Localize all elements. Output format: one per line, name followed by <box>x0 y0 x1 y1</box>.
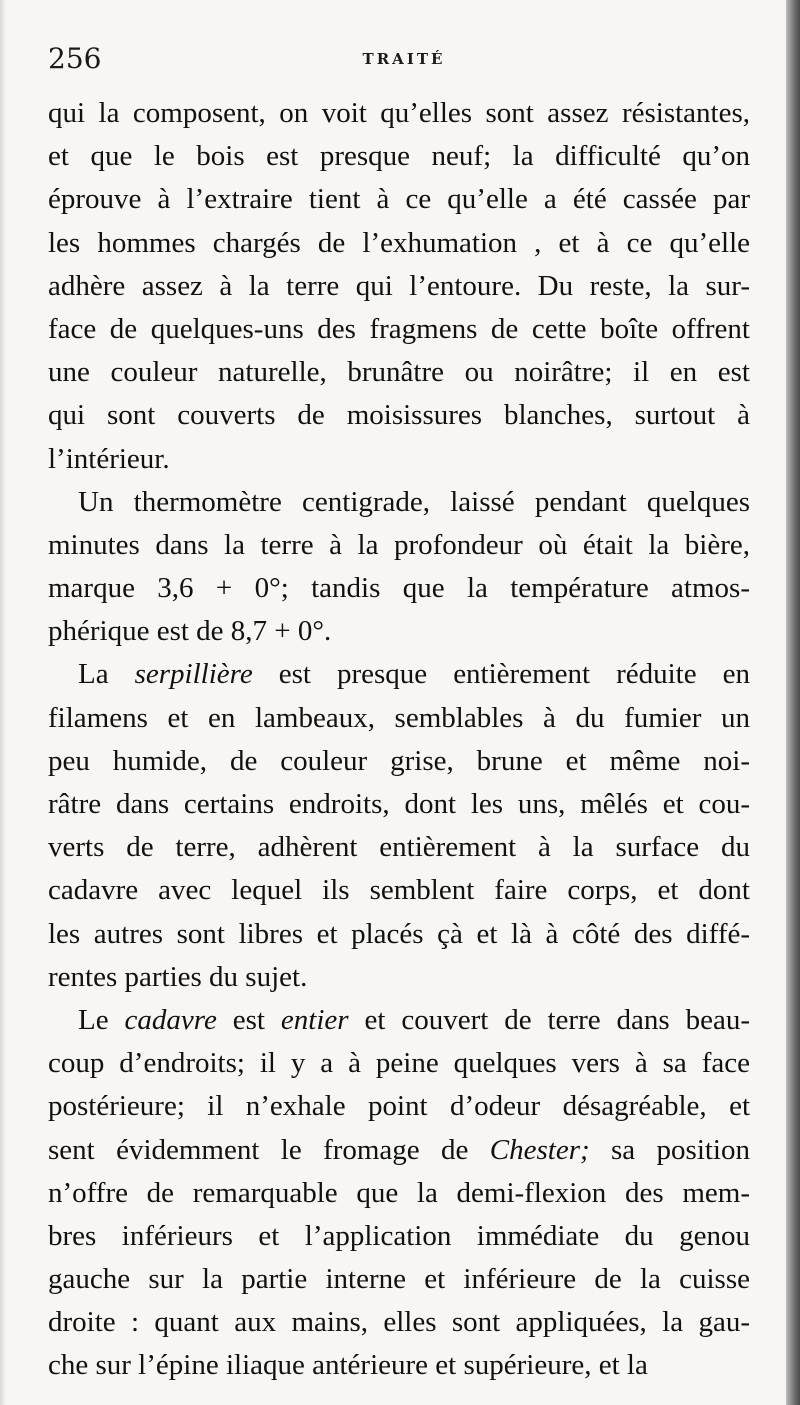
text-line <box>48 1258 750 1301</box>
text-segment: les autres sont libres et placés çà et là à côté des diffé- <box>48 917 750 950</box>
text-line <box>48 740 750 783</box>
text-segment: verts de terre, adhèrent entièrement à la surface du <box>48 831 750 864</box>
text-segment: phérique est de 8,7 + 0°. <box>48 615 332 648</box>
paragraph <box>48 92 750 481</box>
text-segment: Un thermomètre centigrade, laissé pendant quelques <box>78 485 750 518</box>
text-segment: et que le bois est presque neuf; la difficulté qu’on <box>48 140 750 173</box>
text-segment: adhère assez à la terre qui l’entoure. Du reste, la sur- <box>48 269 750 302</box>
text-segment: l’intérieur. <box>48 442 170 475</box>
page-number: 256 <box>48 42 102 75</box>
text-line <box>48 1172 750 1215</box>
text-line <box>48 1129 750 1172</box>
text-line <box>48 826 750 869</box>
text-line <box>48 524 750 567</box>
text-segment: rentes parties du sujet. <box>48 960 308 993</box>
italic-text: serpillière <box>134 658 253 691</box>
text-segment: minutes dans la terre à la profondeur où était la bière, <box>48 528 750 561</box>
text-line <box>48 135 750 178</box>
text-line <box>48 178 750 221</box>
body-text <box>48 92 750 1388</box>
italic-text: Chester; <box>489 1133 590 1166</box>
text-segment: sa position <box>589 1133 750 1166</box>
text-segment: bres inférieurs et l’application immédiate du genou <box>48 1219 750 1252</box>
text-line <box>48 1085 750 1128</box>
text-segment: éprouve à l’extraire tient à ce qu’elle a été cassée par <box>48 183 750 216</box>
text-line <box>48 351 750 394</box>
paragraph <box>48 653 750 999</box>
paragraph <box>48 481 750 654</box>
paragraph <box>48 999 750 1388</box>
text-line <box>48 1215 750 1258</box>
text-line <box>48 653 750 696</box>
text-line <box>48 999 750 1042</box>
text-segment: gauche sur la partie interne et inférieure de la cuisse <box>48 1263 750 1296</box>
text-segment: n’offre de remarquable que la demi-flexion des mem- <box>48 1176 750 1209</box>
text-segment: postérieure; il n’exhale point d’odeur désagréable, et <box>48 1090 750 1123</box>
text-line <box>48 394 750 437</box>
text-segment: une couleur naturelle, brunâtre ou noirâtre; il en est <box>48 356 750 389</box>
text-line <box>48 956 750 999</box>
text-line <box>48 92 750 135</box>
text-segment: che sur l’épine iliaque antérieure et supérieure, et la <box>48 1349 648 1382</box>
text-segment: est <box>216 1003 281 1036</box>
text-segment: Le <box>78 1003 125 1036</box>
text-line <box>48 869 750 912</box>
italic-text: entier <box>280 1003 349 1036</box>
text-segment: et couvert de terre dans beau- <box>348 1003 751 1036</box>
text-segment: qui sont couverts de moisissures blanches, surtout à <box>48 399 750 432</box>
text-line <box>48 308 750 351</box>
text-segment: cadavre avec lequel ils semblent faire corps, et dont <box>48 874 750 907</box>
text-line <box>48 567 750 610</box>
text-segment: face de quelques-uns des fragmens de cette boîte offrent <box>48 312 750 345</box>
text-segment: coup d’endroits; il y a à peine quelques vers à sa face <box>48 1047 750 1080</box>
text-line <box>48 222 750 265</box>
text-line <box>48 1301 750 1344</box>
text-line <box>48 1042 750 1085</box>
page-header <box>48 38 760 78</box>
running-title: TRAITÉ <box>362 50 446 68</box>
text-segment: peu humide, de couleur grise, brune et même noi- <box>48 744 750 777</box>
text-line <box>48 481 750 524</box>
text-segment: droite : quant aux mains, elles sont appliquées, la gau- <box>48 1306 750 1339</box>
text-line <box>48 438 750 481</box>
text-line <box>48 610 750 653</box>
text-segment: sent évidemment le fromage de <box>48 1133 490 1166</box>
italic-text: cadavre <box>124 1003 217 1036</box>
page-left-edge <box>0 0 6 1405</box>
text-line <box>48 783 750 826</box>
text-segment: râtre dans certains endroits, dont les uns, mêlés et cou- <box>48 788 750 820</box>
text-segment: qui la composent, on voit qu’elles sont assez résistantes, <box>48 97 750 129</box>
text-line <box>48 913 750 956</box>
text-line <box>48 265 750 308</box>
text-segment: est presque entièrement réduite en <box>252 658 750 691</box>
text-segment: marque 3,6 + 0°; tandis que la température atmos- <box>48 572 750 605</box>
text-segment: filamens et en lambeaux, semblables à du fumier un <box>48 701 750 734</box>
text-line <box>48 1344 750 1387</box>
text-line <box>48 697 750 740</box>
text-segment: les hommes chargés de l’exhumation , et à ce qu’elle <box>48 226 750 259</box>
page-binding-shadow <box>786 0 800 1405</box>
text-segment: La <box>78 658 135 691</box>
